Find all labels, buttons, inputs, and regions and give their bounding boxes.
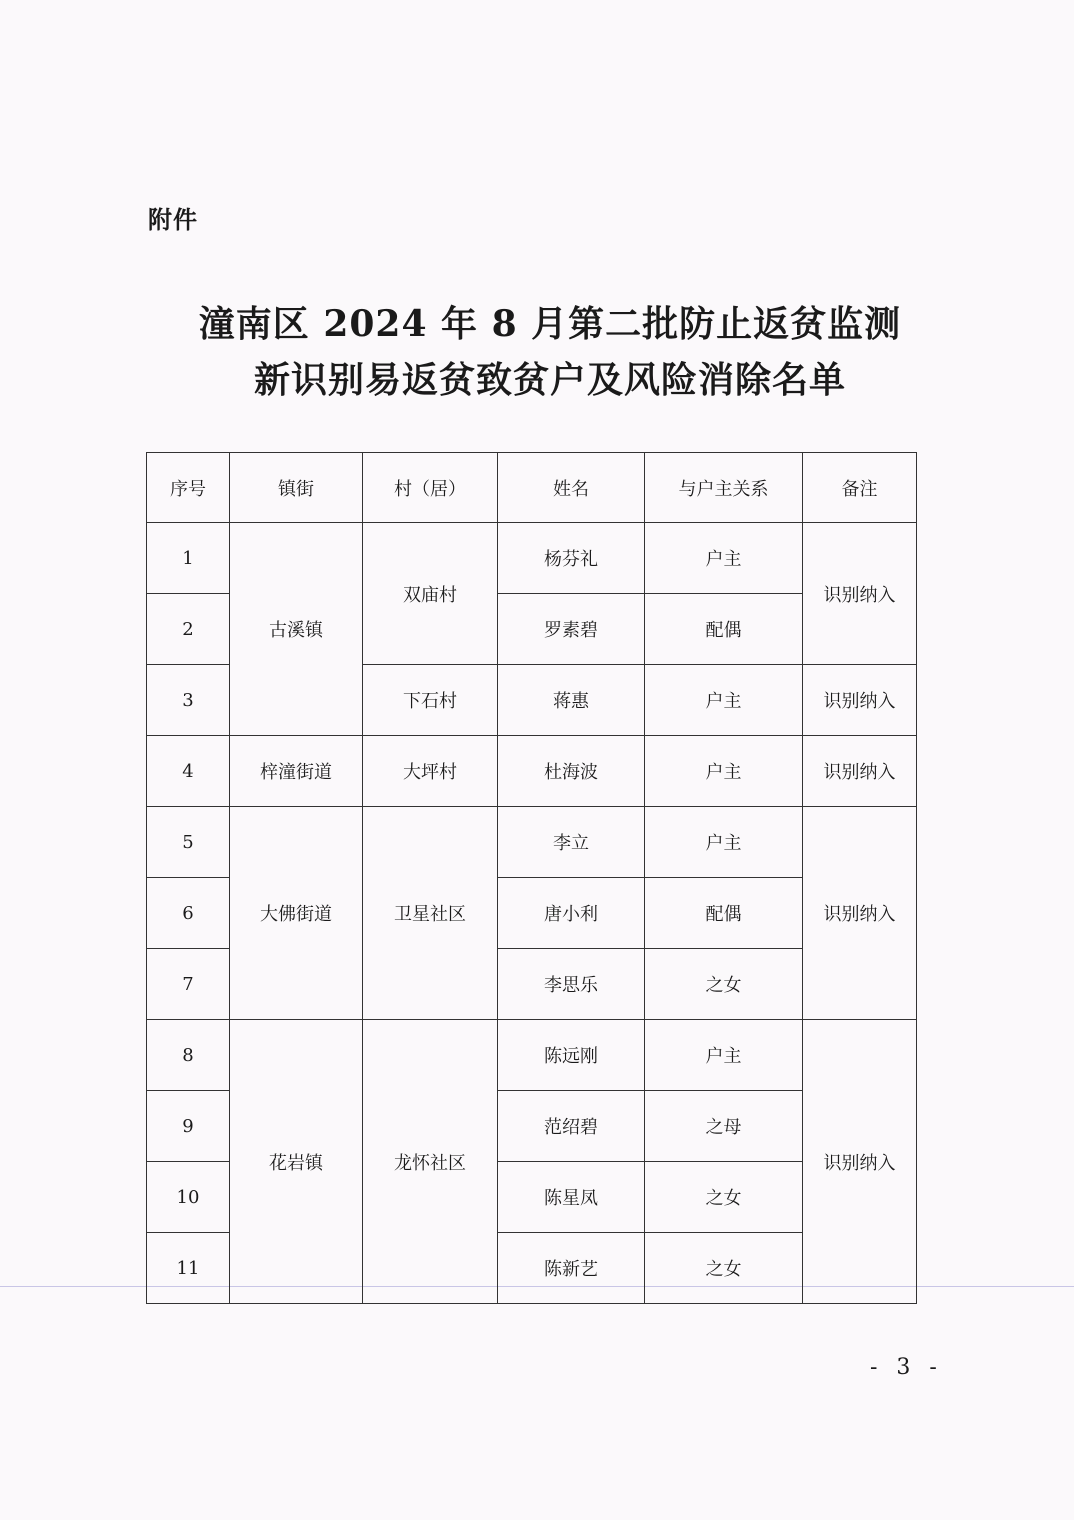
table-row (147, 736, 917, 807)
cell-name: 李立 (498, 807, 645, 878)
cell-remark: 识别纳入 (803, 523, 917, 665)
document-title-line-2: 新识别易返贫致贫户及风险消除名单 (253, 359, 846, 401)
cell-relation: 户主 (645, 665, 803, 736)
cell-relation: 户主 (645, 736, 803, 807)
cell-name: 李思乐 (498, 949, 645, 1020)
cell-relation: 配偶 (645, 878, 803, 949)
cell-name: 陈远刚 (498, 1020, 645, 1091)
cell-relation: 配偶 (645, 594, 803, 665)
header-cell-name: 姓名 (498, 453, 645, 523)
cell-relation: 户主 (645, 807, 803, 878)
table-header-row (147, 453, 917, 523)
cell-name: 蒋惠 (498, 665, 645, 736)
cell-name: 陈星凤 (498, 1162, 645, 1233)
header-cell-town: 镇街 (230, 453, 363, 523)
table-row (147, 807, 917, 878)
cell-name: 范绍碧 (498, 1091, 645, 1162)
document-title-line-1: 潼南区 2024 年 8 月第二批防止返贫监测 (198, 303, 902, 345)
cell-relation: 户主 (645, 1020, 803, 1091)
page-number: - 3 - (870, 1355, 943, 1380)
cell-remark: 识别纳入 (803, 736, 917, 807)
cell-no: 10 (147, 1162, 230, 1233)
cell-name: 唐小利 (498, 878, 645, 949)
roster-table (146, 452, 917, 1304)
cell-name: 罗素碧 (498, 594, 645, 665)
cell-no: 2 (147, 594, 230, 665)
header-cell-no: 序号 (147, 453, 230, 523)
cell-no: 5 (147, 807, 230, 878)
header-cell-remark: 备注 (803, 453, 917, 523)
cell-no: 9 (147, 1091, 230, 1162)
cell-no: 3 (147, 665, 230, 736)
cell-relation: 之母 (645, 1091, 803, 1162)
table-row (147, 1020, 917, 1091)
cell-relation: 之女 (645, 1233, 803, 1304)
cell-no: 7 (147, 949, 230, 1020)
cell-remark: 识别纳入 (803, 807, 917, 1020)
header-cell-relation: 与户主关系 (645, 453, 803, 523)
cell-relation: 之女 (645, 949, 803, 1020)
cell-town: 梓潼街道 (230, 736, 363, 807)
cell-village: 双庙村 (363, 523, 498, 665)
cell-name: 陈新艺 (498, 1233, 645, 1304)
header-cell-village: 村（居） (363, 453, 498, 523)
cell-remark: 识别纳入 (803, 1020, 917, 1304)
cell-village: 大坪村 (363, 736, 498, 807)
cell-no: 1 (147, 523, 230, 594)
cell-town: 花岩镇 (230, 1020, 363, 1304)
table-row (147, 523, 917, 594)
cell-remark: 识别纳入 (803, 665, 917, 736)
cell-village: 卫星社区 (363, 807, 498, 1020)
cell-village: 龙怀社区 (363, 1020, 498, 1304)
cell-town: 古溪镇 (230, 523, 363, 736)
cell-no: 6 (147, 878, 230, 949)
cell-town: 大佛街道 (230, 807, 363, 1020)
cell-no: 8 (147, 1020, 230, 1091)
cell-relation: 之女 (645, 1162, 803, 1233)
cell-no: 11 (147, 1233, 230, 1304)
cell-no: 4 (147, 736, 230, 807)
cell-name: 杨芬礼 (498, 523, 645, 594)
attachment-label: 附件 (148, 206, 198, 234)
cell-village: 下石村 (363, 665, 498, 736)
cell-name: 杜海波 (498, 736, 645, 807)
cell-relation: 户主 (645, 523, 803, 594)
